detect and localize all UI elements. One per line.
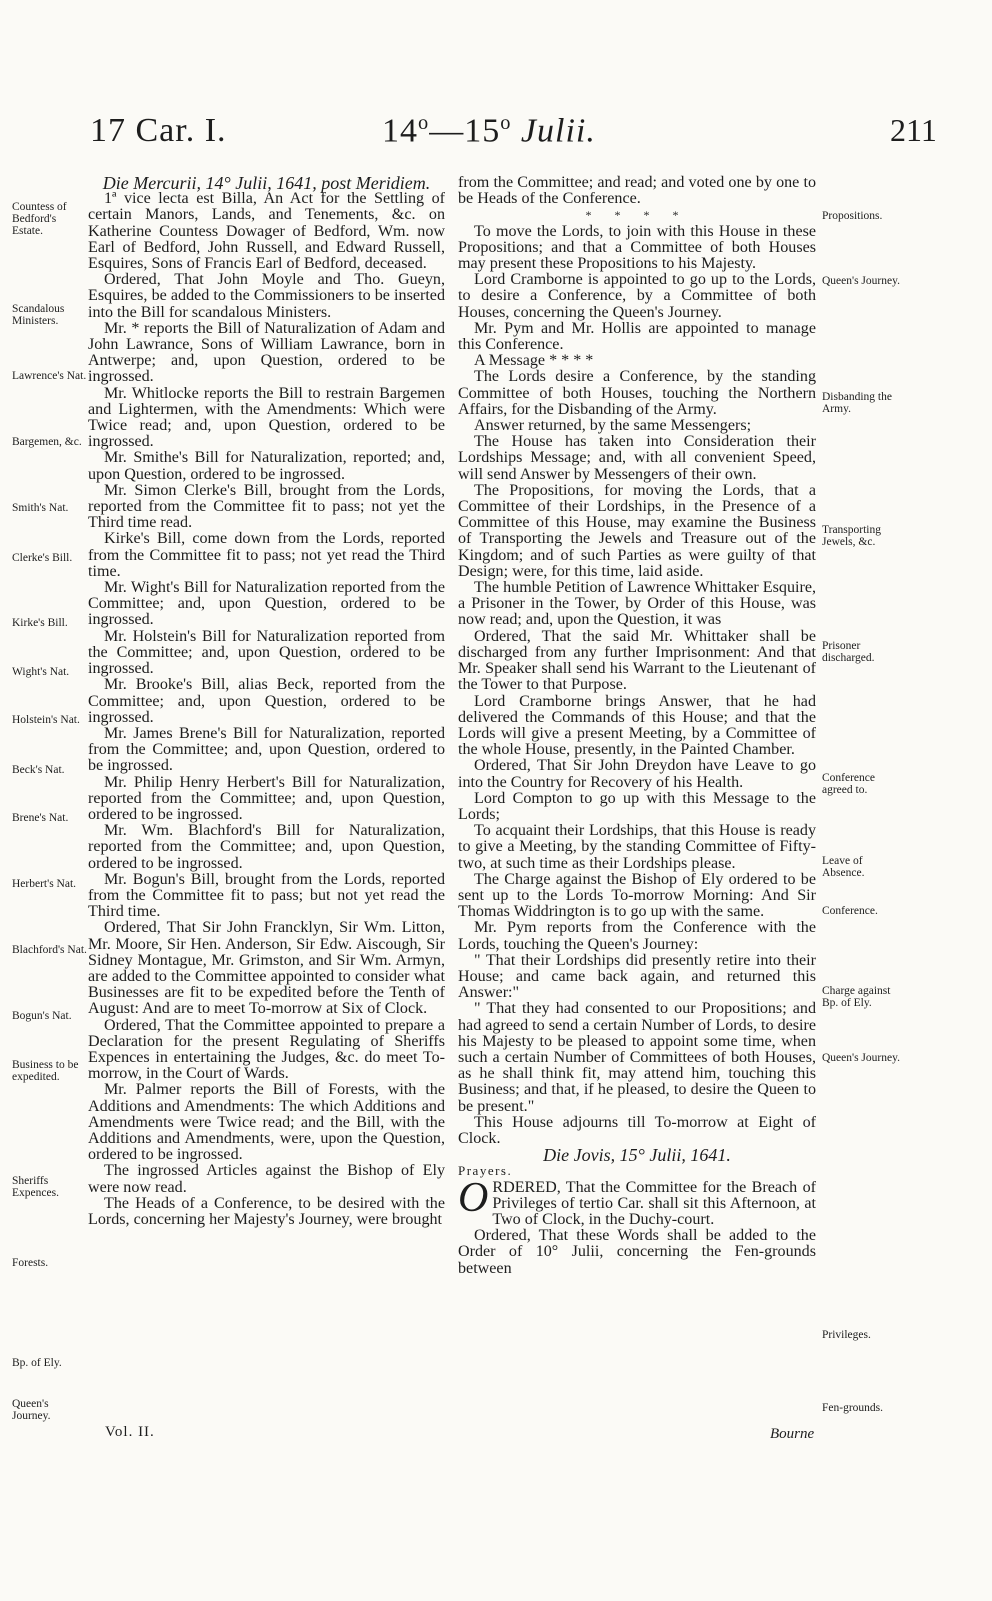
journal-entry: Mr. Brooke's Bill, alias Beck, reported from the Committee; and, upon Question, ordered to be ingrossed. bbox=[88, 676, 445, 726]
margin-note: Bogun's Nat. bbox=[12, 1010, 72, 1022]
journal-entry: Lord Compton to go up with this Message to the Lords; bbox=[458, 789, 816, 823]
margin-note: Transporting Jewels, &c. bbox=[822, 524, 881, 548]
journal-entry: Mr. Pym and Mr. Hollis are appointed to manage this Conference. bbox=[458, 319, 816, 354]
journal-entry: Mr. Palmer reports the Bill of Forests, with the Additions and Amendments: The which Additions and Amendments were Twice read; and the Bill, with the Additions and Amendments, were, upon the Question, ordered to be ingrossed. bbox=[88, 1081, 445, 1164]
journal-entry: Mr. Whitlocke reports the Bill to restrain Bargemen and Lightermen, with the Amendments: Which were Twice read; and, upon Question, ordered to be ingrossed. bbox=[88, 384, 445, 451]
journal-entry: Ordered, That Sir John Francklyn, Sir Wm. Litton, Mr. Moore, Sir Hen. Anderson, Sir Edw. Aiscough, Sir Sidney Montague, Mr. Grimston, and Sir Wm. Armyn, are added to the Committee appointed to consider what Businesses are fit to be expedited before the Tenth of August: And are to meet To-morrow at Six of Clock. bbox=[88, 919, 445, 1018]
margin-note: Charge against Bp. of Ely. bbox=[822, 985, 891, 1009]
journal-entry: Mr. Bogun's Bill, brought from the Lords, reported from the Committee fit to pass; but not yet read the Third time. bbox=[88, 870, 445, 921]
prayers-label: Prayers. bbox=[458, 1163, 513, 1179]
journal-entry: The humble Petition of Lawrence Whittaker Esquire, a Prisoner in the Tower, by Order of this House, was now read; and, upon the Question, it was bbox=[458, 579, 816, 629]
margin-note: Queen's Journey. bbox=[12, 1398, 51, 1422]
margin-note: Propositions. bbox=[822, 210, 883, 222]
right-column bbox=[458, 175, 816, 1277]
journal-entry: Mr. Simon Clerke's Bill, brought from the Lords, reported from the Committee fit to pass; not yet the Third time read. bbox=[88, 481, 445, 532]
journal-entry: from the Committee; and read; and voted one by one to be Heads of the Conference. bbox=[458, 174, 816, 208]
journal-entry: The Charge against the Bishop of Ely ordered to be sent up to the Lords To-morrow Morning: And Sir Thomas Widdrington is to go up with the same. bbox=[458, 870, 816, 921]
journal-entry: Mr. James Brene's Bill for Naturalization, reported from the Committee; and, upon Question, ordered to be ingrossed. bbox=[88, 724, 445, 775]
journal-entry: Ordered, That these Words shall be added to the Order of 10° Julii, concerning the Fen-grounds between bbox=[458, 1227, 816, 1277]
running-header bbox=[0, 112, 992, 162]
journal-entry: Mr. Holstein's Bill for Naturalization reported from the Committee; and, upon Question, ordered to be ingrossed. bbox=[88, 627, 445, 678]
margin-note: Blachford's Nat. bbox=[12, 944, 87, 956]
volume-signature: Vol. II. bbox=[105, 1424, 155, 1440]
margin-note: Forests. bbox=[12, 1257, 49, 1269]
journal-entry: Mr. * reports the Bill of Naturalization of Adam and John Lawrance, Sons of William Lawrance, born in Antwerpe; and, upon Question, ordered to be ingrossed. bbox=[88, 319, 445, 386]
margin-note: Conference. bbox=[822, 905, 878, 917]
margin-note: Bargemen, &c. bbox=[12, 436, 82, 448]
journal-entry: Mr. Philip Henry Herbert's Bill for Naturalization, reported from the Committee; and, upon Question, ordered to be ingrossed. bbox=[88, 773, 445, 823]
margin-note: Fen-grounds. bbox=[822, 1402, 884, 1414]
journal-entry: Ordered, That the Committee appointed to prepare a Declaration for the present Regulating of Sheriffs Expences in entertaining the Judges, &c. do meet To-morrow, in the Court of Wards. bbox=[88, 1016, 445, 1083]
margin-note: Privileges. bbox=[822, 1329, 871, 1341]
margin-note: Disbanding the Army. bbox=[822, 391, 892, 415]
journal-entry: Lord Cramborne brings Answer, that he had delivered the Commands of this House; and that the Lords will give a present Meeting, by a Committee of the whole House, presently, in the Painted Chamber. bbox=[458, 692, 816, 759]
page-date: 14$^o$—15$^o$ Julii. bbox=[382, 112, 596, 150]
margin-note: Prisoner discharged. bbox=[822, 640, 875, 664]
margin-note: Leave of Absence. bbox=[822, 855, 865, 879]
quoted-answer: " That they had consented to our Propositions; and had agreed to send a certain Number of Lords, to desire his Majesty to be pleased to appoint some time, when such a certain Number of Committees of both Houses, as he shall think fit, may attend him, touching this Business; and that, if he pleased, to desire the Queen to be present." bbox=[458, 1000, 816, 1115]
regnal-year: 17 Car. I. bbox=[90, 112, 227, 149]
journal-entry: Lord Cramborne is appointed to go up to the Lords, to desire a Conference, by a Committee of both Houses, concerning the Queen's Journey. bbox=[458, 271, 816, 321]
journal-entry: Answer returned, by the same Messengers; bbox=[474, 417, 752, 435]
adjournment: This House adjourns till To-morrow at Eight of Clock. bbox=[458, 1113, 816, 1147]
journal-entry: 1ª vice lecta est Billa, An Act for the Settling of certain Manors, Lands, and Tenements, &c. on Katherine Countess Dowager of Bedford, Wm. now Earl of Bedford, John Russell, and Edward Russell, Esquires, Sons of Francis Earl of Bedford, deceased. bbox=[88, 190, 445, 273]
margin-note: Beck's Nat. bbox=[12, 764, 65, 776]
margin-note: Kirke's Bill. bbox=[12, 617, 68, 629]
margin-note: Bp. of Ely. bbox=[12, 1357, 62, 1369]
catchword: Bourne bbox=[770, 1426, 815, 1442]
journal-entry: Mr. Wight's Bill for Naturalization reported from the Committee; and, upon Question, ordered to be ingrossed. bbox=[88, 579, 445, 629]
margin-note: Smith's Nat. bbox=[12, 502, 69, 514]
margin-note: Herbert's Nat. bbox=[12, 878, 77, 890]
ornament: * * * * bbox=[585, 208, 689, 223]
left-column bbox=[88, 175, 445, 1228]
journal-entry: Mr. Wm. Blachford's Bill for Naturalization, reported from the Committee; and, upon Question, ordered to be ingrossed. bbox=[88, 822, 445, 872]
margin-note: Conference agreed to. bbox=[822, 772, 875, 796]
session-heading: Die Jovis, 15° Julii, 1641. bbox=[543, 1145, 731, 1166]
session-heading: Die Mercurii, 14° Julii, 1641, post Meridiem. bbox=[102, 173, 431, 193]
journal-entry: The Lords desire a Conference, by the standing Committee of both Houses, touching the Northern Affairs, for the Disbanding of the Army. bbox=[458, 368, 816, 418]
journal-entry: Ordered, That John Moyle and Tho. Gueyn, Esquires, be added to the Commissioners to be inserted into the Bill for scandalous Ministers. bbox=[88, 271, 445, 321]
drop-cap: O bbox=[458, 1174, 489, 1221]
journal-entry: To move the Lords, to join with this House in these Propositions; and that a Committee of both Houses may present these Propositions to his Majesty. bbox=[458, 222, 816, 273]
journal-entry: To acquaint their Lordships, that this House is ready to give a Meeting, by the standing Committee of Fifty-two, at such time as their Lordships please. bbox=[458, 822, 816, 872]
journal-entry: Ordered, That Sir John Dreydon have Leave to go into the Country for Recovery of his Health. bbox=[458, 757, 816, 791]
margin-note: Holstein's Nat. bbox=[12, 714, 80, 726]
journal-entry: Ordered, That the said Mr. Whittaker shall be discharged from any further Imprisonment: And that Mr. Speaker shall send his Warrant to the Lieutenant of the Tower to that Purpose. bbox=[458, 627, 816, 694]
page-number: 211 bbox=[890, 112, 937, 148]
margin-note: Brene's Nat. bbox=[12, 812, 69, 824]
journal-entry: ORDERED, That the Committee for the Breach of Privileges of tertio Car. shall sit this Afternoon, at Two of Clock, in the Duchy-court. bbox=[458, 1174, 816, 1228]
journal-entry: The House has taken into Consideration their Lordships Message; and, with all convenient Speed, will send Answer by Messengers of their own. bbox=[458, 433, 816, 483]
margin-note: Wight's Nat. bbox=[12, 666, 70, 678]
margin-note: Lawrence's Nat. bbox=[12, 370, 87, 382]
quoted-answer: " That their Lordships did presently retire into their House; and came back again, and returned this Answer:" bbox=[458, 951, 816, 1002]
journal-entry: A Message * * * * bbox=[474, 352, 594, 370]
journal-entry: The Heads of a Conference, to be desired with the Lords, concerning her Majesty's Journey, were brought bbox=[88, 1194, 445, 1228]
margin-note: Scandalous Ministers. bbox=[12, 303, 65, 327]
margin-note: Queen's Journey. bbox=[822, 275, 900, 287]
margin-note: Countess of Bedford's Estate. bbox=[12, 201, 67, 237]
journal-entry: Mr. Smithe's Bill for Naturalization, reported; and, upon Question, ordered to be ingrossed. bbox=[88, 449, 445, 483]
margin-note: Queen's Journey. bbox=[822, 1052, 900, 1064]
margin-note: Sheriffs Expences. bbox=[12, 1175, 59, 1199]
journal-entry: Mr. Pym reports from the Conference with the Lords, touching the Queen's Journey: bbox=[458, 919, 816, 953]
margin-note: Business to be expedited. bbox=[12, 1059, 79, 1083]
journal-entry: Kirke's Bill, come down from the Lords, reported from the Committee fit to pass; not yet read the Third time. bbox=[88, 530, 445, 580]
margin-note: Clerke's Bill. bbox=[12, 552, 73, 564]
journal-entry: The ingrossed Articles against the Bishop of Ely were now read. bbox=[88, 1162, 445, 1196]
journal-entry: The Propositions, for moving the Lords, that a Committee of their Lordships, in the Presence of a Committee of this House, may examine the Business of Transporting the Jewels and Treasure out of the Kingdom; and of such Parties as were guilty of that Design; were, for this time, laid aside. bbox=[458, 481, 816, 580]
